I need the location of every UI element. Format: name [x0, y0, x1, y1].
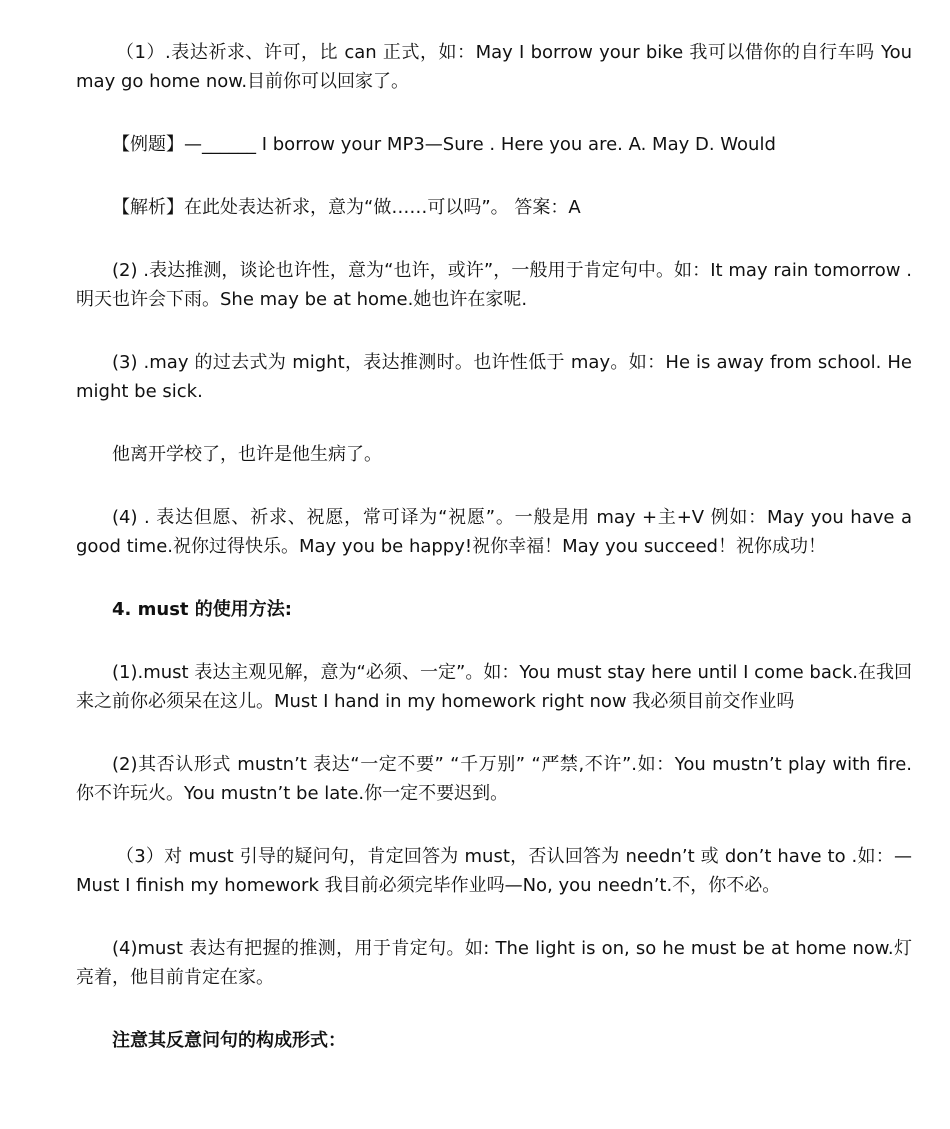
- paragraph-may-guess: (2) .表达推测，谈论也许性，意为“也许，或许”，一般用于肯定句中。如：It may rain tomorrow .明天也许会下雨。She may be at home.她也许在家呢.: [76, 260, 912, 310]
- note-tag-question: 注意其反意问句的构成形式：: [112, 1030, 346, 1051]
- paragraph-must-question: （3）对 must 引导的疑问句，肯定回答为 must，否认回答为 needn’t 或 don’t have to .如：—Must I finish my homework 我目前必须完毕作业吗—No, you needn’t.不，你不必。: [76, 846, 912, 896]
- paragraph-must-opinion: (1).must 表达主观见解，意为“必须、一定”。如：You must stay here until I come back.在我回来之前你必须呆在这儿。Must I hand in my homework right now 我必须目前交作业吗: [76, 662, 912, 712]
- paragraph-mustnt: (2)其否认形式 mustn’t 表达“一定不要” “千万别” “严禁,不许”.如：You mustn’t play with fire. 你不许玩火。You mustn’t be late.你一定不要迟到。: [76, 754, 912, 804]
- paragraph-might-translation: 他离开学校了，也许是他生病了。: [112, 444, 382, 465]
- paragraph-example-question: 【例题】—______ I borrow your MP3—Sure . Here you are. A. May D. Would: [112, 134, 776, 155]
- section-heading-must: 4. must 的使用方法:: [112, 599, 292, 620]
- paragraph-may-request: （1）.表达祈求、许可，比 can 正式，如：May I borrow your bike 我可以借你的自行车吗 You may go home now.目前你可以回家了。: [76, 42, 912, 92]
- paragraph-may-wish: (4) . 表达但愿、祈求、祝愿，常可译为“祝愿”。一般是用 may +主+V 例如：May you have a good time.祝你过得快乐。May you be happy!祝你幸福！May you succeed！祝你成功！: [76, 507, 912, 557]
- document-page: [76, 38, 912, 1089]
- paragraph-must-guess: (4)must 表达有把握的推测，用于肯定句。如: The light is on, so he must be at home now.灯亮着，他目前肯定在家。: [76, 938, 912, 988]
- paragraph-might: (3) .may 的过去式为 might，表达推测时。也许性低于 may。如：He is away from school. He might be sick.: [76, 352, 912, 402]
- paragraph-explanation: 【解析】在此处表达祈求，意为“做……可以吗”。 答案：A: [112, 197, 581, 218]
